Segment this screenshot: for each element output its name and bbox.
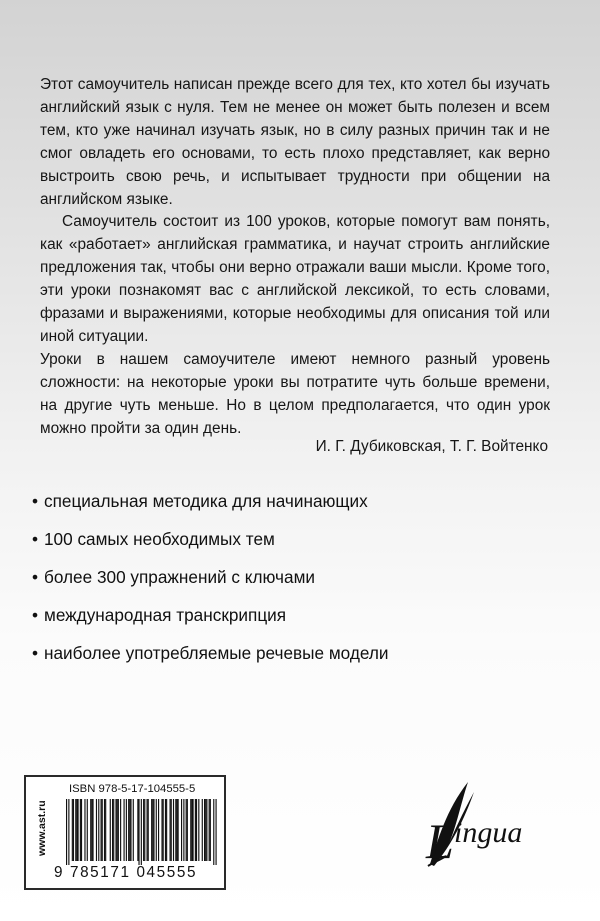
barcode-bar (158, 799, 159, 861)
barcode-bar (161, 799, 162, 861)
barcode-bar (178, 799, 179, 861)
barcode-bar (206, 799, 207, 861)
barcode-bar (96, 799, 97, 861)
barcode-bar (216, 799, 217, 865)
barcode-bar (68, 799, 69, 865)
barcode-bar (165, 799, 166, 861)
barcode-bar (66, 799, 67, 865)
blurb-paragraph-3: Уроки в нашем самоучителе имеют немного разный уровень сложности: на некоторые уроки вы потратите чуть больше времени, на другие чуть меньше. Но в целом предполагается, что один урок можно пройти за один день. (40, 350, 550, 437)
barcode-bar (76, 799, 77, 861)
barcode-bar (120, 799, 121, 861)
barcode-bar (102, 799, 103, 861)
barcode-bar (113, 799, 114, 861)
bullet-icon: • (32, 643, 39, 663)
barcode-bar (148, 799, 149, 861)
barcode-bar (80, 799, 81, 861)
feature-item: • 100 самых необходимых тем (32, 529, 275, 549)
barcode-bar (110, 799, 111, 861)
barcode-bar (176, 799, 177, 861)
barcode-bar (210, 799, 211, 861)
barcode-bar (118, 799, 119, 861)
barcode-bar (195, 799, 196, 861)
logo-wordmark: ingua (454, 816, 523, 849)
barcode-bar (92, 799, 93, 861)
barcode-bar (73, 799, 74, 861)
barcode-bar (202, 799, 203, 861)
bullet-icon: • (32, 567, 39, 587)
feature-list (32, 491, 388, 681)
barcode-bar (170, 799, 171, 861)
barcode-icon (66, 799, 218, 865)
barcode-bar (137, 799, 138, 861)
barcode-bar (90, 799, 91, 861)
barcode-bar (75, 799, 76, 861)
authors: И. Г. Дубиковская, Т. Г. Войтенко (315, 438, 548, 455)
barcode-bar (101, 799, 102, 861)
barcode-bar (130, 799, 131, 861)
logo-letter-l: L (426, 813, 454, 869)
barcode-bar (138, 799, 139, 865)
barcode-block (24, 775, 226, 890)
bullet-icon: • (32, 491, 39, 511)
barcode-bar (171, 799, 172, 861)
barcode-bar (84, 799, 85, 861)
barcode-bar (141, 799, 142, 865)
barcode-bar (112, 799, 113, 861)
blurb-paragraph-1: Этот самоучитель написан прежде всего для тех, кто хотел бы изучать английский язык с нуля. Тем не менее он может быть полезен и всем тем, кто уже начинал изучать язык, но в силу разных причин так и не смог овладеть его основами, то есть плохо представляет, как верно выстроить свою речь, и испытывает трудности при общении на английском языке. (40, 76, 550, 208)
barcode-bar (196, 799, 197, 861)
barcode-bar (175, 799, 176, 861)
publisher-site: www.ast.ru (36, 800, 48, 856)
bullet-icon: • (32, 605, 39, 625)
barcode-bar (181, 799, 182, 861)
barcode-bar (209, 799, 210, 861)
barcode-bar (173, 799, 174, 861)
isbn-label: ISBN 978-5-17-104555-5 (69, 783, 196, 795)
barcode-bar (166, 799, 167, 861)
barcode-bar (143, 799, 144, 861)
barcode-bar (147, 799, 148, 861)
quill-icon (424, 770, 554, 870)
barcode-bar (163, 799, 164, 861)
barcode-bar (124, 799, 125, 861)
barcode-bar (98, 799, 99, 861)
barcode-bar (153, 799, 154, 861)
barcode-bar (144, 799, 145, 861)
barcode-bar (183, 799, 184, 861)
blurb-paragraph-2: Самоучитель состоит из 100 уроков, которые помогут вам понять, как «работает» английская грамматика, и научат строить английские предложения так, чтобы они верно отражали ваши мысли. Кроме того, эти уроки познакомят вас с английской лексикой, то есть словами, фразами и выражениями, которые необходимы для описания той или иной ситуации. (40, 213, 550, 345)
feature-item: • более 300 упражнений с ключами (32, 567, 315, 587)
barcode-bar (190, 799, 191, 861)
blurb-text (40, 74, 550, 441)
barcode-bar (115, 799, 116, 861)
barcode-bar (198, 799, 199, 861)
barcode-bar (72, 799, 73, 861)
barcode-bar (128, 799, 129, 861)
barcode-bar (187, 799, 188, 861)
barcode-bar (186, 799, 187, 861)
feature-item: • наиболее употребляемые речевые модели (32, 643, 389, 663)
barcode-bar (205, 799, 206, 861)
barcode-bar (117, 799, 118, 861)
barcode-bar (193, 799, 194, 861)
barcode-bar (104, 799, 105, 861)
feature-item: • международная транскрипция (32, 605, 287, 625)
barcode-bar (129, 799, 130, 861)
barcode-bar (78, 799, 79, 861)
barcode-bar (152, 799, 153, 861)
barcode-bar (105, 799, 106, 861)
isbn-digits: 9 785171 045555 (54, 864, 198, 881)
feature-item: • специальная методика для начинающих (32, 491, 368, 511)
barcode-bar (213, 799, 214, 865)
bullet-icon: • (32, 529, 39, 549)
barcode-bar (133, 799, 134, 861)
barcode-bar (156, 799, 157, 861)
lingua-logo (424, 770, 554, 875)
barcode-bar (151, 799, 152, 861)
barcode-bar (126, 799, 127, 861)
barcode-bar (81, 799, 82, 861)
barcode-bar (91, 799, 92, 861)
barcode-bar (204, 799, 205, 861)
barcode-bar (87, 799, 88, 861)
barcode-bar (191, 799, 192, 861)
